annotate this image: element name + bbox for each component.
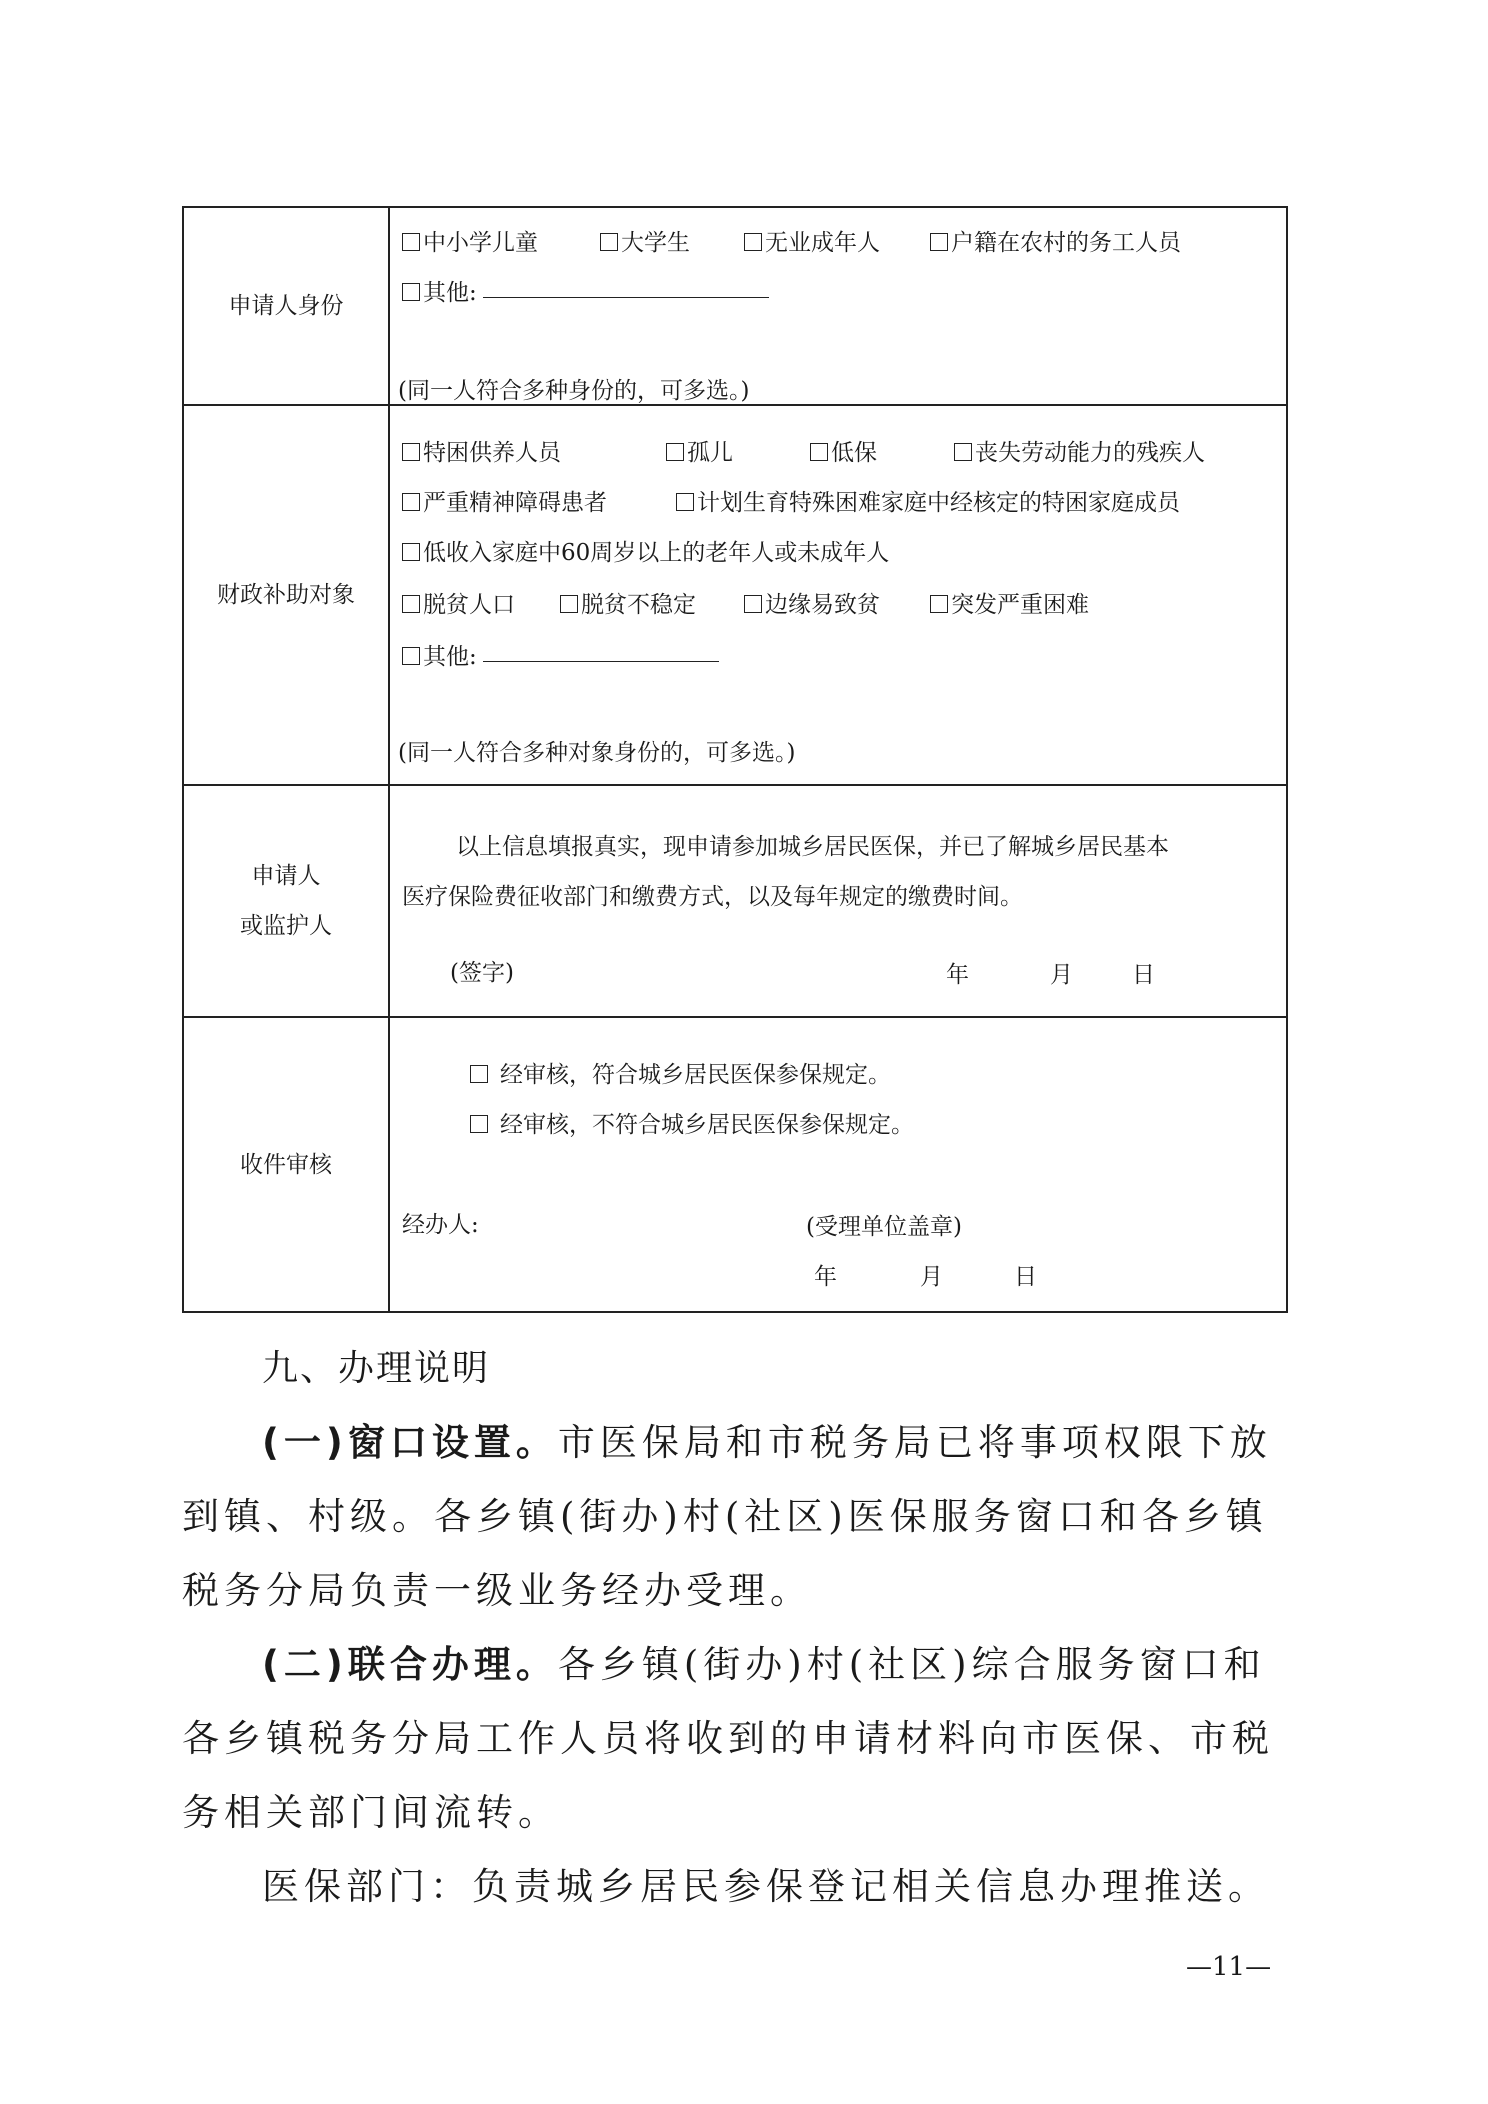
- subsidy-option-unstable[interactable]: 脱贫不稳定: [560, 586, 696, 619]
- applicant-signature-label[interactable]: (签字): [450, 960, 514, 986]
- applicant-statement-cell: [389, 785, 1287, 1017]
- subsidy-option-elderly-minor[interactable]: 低收入家庭中60周岁以上的老年人或未成年人: [402, 534, 889, 567]
- review-row: [183, 1017, 1287, 1312]
- checkbox-icon[interactable]: [560, 595, 578, 613]
- applicant-label-line-1: 申请人: [251, 863, 321, 889]
- subsidy-option-disabled[interactable]: 丧失劳动能力的残疾人: [954, 434, 1205, 467]
- applicant-row: [183, 785, 1287, 1017]
- review-year: 年: [814, 1264, 837, 1290]
- identity-option-other[interactable]: 其他:: [402, 274, 769, 307]
- subsidy-option-extreme-poverty[interactable]: 特困供养人员: [402, 434, 561, 467]
- identity-note: (同一人符合多种身份的，可多选。): [398, 378, 750, 404]
- subsidy-other-blank[interactable]: [483, 660, 719, 662]
- checkbox-icon[interactable]: [402, 283, 420, 301]
- identity-option-college[interactable]: 大学生: [600, 224, 690, 257]
- review-option-noncompliant[interactable]: 经审核，不符合城乡居民医保参保规定。: [470, 1106, 914, 1139]
- identity-row: [183, 207, 1287, 405]
- checkbox-icon[interactable]: [744, 233, 762, 251]
- checkbox-icon[interactable]: [930, 595, 948, 613]
- identity-options-cell: [389, 207, 1287, 405]
- identity-label: 申请人身份: [183, 207, 389, 405]
- checkbox-icon[interactable]: [402, 233, 420, 251]
- application-form-table: [182, 206, 1288, 1313]
- checkbox-icon[interactable]: [470, 1065, 488, 1083]
- checkbox-icon[interactable]: [744, 595, 762, 613]
- paragraph-window-setup-text: 市医保局和市税务局已将事项权限下放到镇、村级。各乡镇(街办)村(社区)医保服务窗口和各乡镇税务分局负责一级业务经办受理。: [182, 1421, 1272, 1612]
- checkbox-icon[interactable]: [470, 1115, 488, 1133]
- paragraph-joint-handling: [182, 1628, 1290, 1850]
- checkbox-icon[interactable]: [402, 443, 420, 461]
- review-month: 月: [920, 1264, 943, 1290]
- identity-option-pupil[interactable]: 中小学儿童: [402, 224, 538, 257]
- review-handler-label[interactable]: 经办人:: [402, 1212, 479, 1238]
- subsidy-option-marginal[interactable]: 边缘易致贫: [744, 586, 880, 619]
- paragraph-joint-handling-title: (二)联合办理。: [262, 1643, 558, 1686]
- subsidy-options-cell: [389, 405, 1287, 785]
- checkbox-icon[interactable]: [402, 595, 420, 613]
- paragraph-medical-insurance-dept: 医保部门：负责城乡居民参保登记相关信息办理推送。: [262, 1865, 1270, 1908]
- applicant-month: 月: [1050, 962, 1073, 988]
- subsidy-option-mental-disorder[interactable]: 严重精神障碍患者: [402, 484, 607, 517]
- identity-other-blank[interactable]: [483, 296, 769, 298]
- checkbox-icon[interactable]: [402, 493, 420, 511]
- subsidy-row: [183, 405, 1287, 785]
- checkbox-icon[interactable]: [600, 233, 618, 251]
- subsidy-option-other[interactable]: 其他:: [402, 638, 719, 671]
- applicant-label-line-2: 或监护人: [240, 913, 332, 939]
- paragraph-window-setup: [182, 1406, 1290, 1628]
- checkbox-icon[interactable]: [954, 443, 972, 461]
- applicant-year: 年: [946, 962, 969, 988]
- section-heading: 九、办理说明: [262, 1348, 491, 1389]
- checkbox-icon[interactable]: [930, 233, 948, 251]
- checkbox-icon[interactable]: [676, 493, 694, 511]
- subsidy-option-orphan[interactable]: 孤儿: [666, 434, 733, 467]
- checkbox-icon[interactable]: [402, 543, 420, 561]
- review-label: 收件审核: [183, 1017, 389, 1312]
- review-option-compliant[interactable]: 经审核，符合城乡居民医保参保规定。: [470, 1056, 891, 1089]
- identity-option-unemployed[interactable]: 无业成年人: [744, 224, 880, 257]
- subsidy-option-poverty-relieved[interactable]: 脱贫人口: [402, 586, 515, 619]
- review-seal-label: (受理单位盖章): [806, 1214, 962, 1240]
- identity-option-migrant-worker[interactable]: 户籍在农村的务工人员: [930, 224, 1181, 257]
- paragraph-joint-handling-text: 各乡镇(街办)村(社区)综合服务窗口和各乡镇税务分局工作人员将收到的申请材料向市医保、市税务相关部门间流转。: [182, 1643, 1274, 1834]
- applicant-day: 日: [1132, 962, 1155, 988]
- applicant-statement-line-1: 以上信息填报真实，现申请参加城乡居民医保，并已了解城乡居民基本: [456, 834, 1169, 860]
- page-number: —11—: [1186, 1952, 1272, 1982]
- review-day: 日: [1014, 1264, 1037, 1290]
- paragraph-window-setup-title: (一)窗口设置。: [262, 1421, 558, 1464]
- checkbox-icon[interactable]: [666, 443, 684, 461]
- subsidy-note: (同一人符合多种对象身份的，可多选。): [398, 740, 796, 766]
- applicant-statement-line-2: 医疗保险费征收部门和缴费方式，以及每年规定的缴费时间。: [402, 884, 1023, 910]
- subsidy-option-family-planning[interactable]: 计划生育特殊困难家庭中经核定的特困家庭成员: [676, 484, 1180, 517]
- review-cell: [389, 1017, 1287, 1312]
- checkbox-icon[interactable]: [402, 647, 420, 665]
- subsidy-label: 财政补助对象: [183, 405, 389, 785]
- subsidy-option-sudden-hardship[interactable]: 突发严重困难: [930, 586, 1089, 619]
- applicant-label: [183, 785, 389, 1017]
- subsidy-option-low-income[interactable]: 低保: [810, 434, 877, 467]
- checkbox-icon[interactable]: [810, 443, 828, 461]
